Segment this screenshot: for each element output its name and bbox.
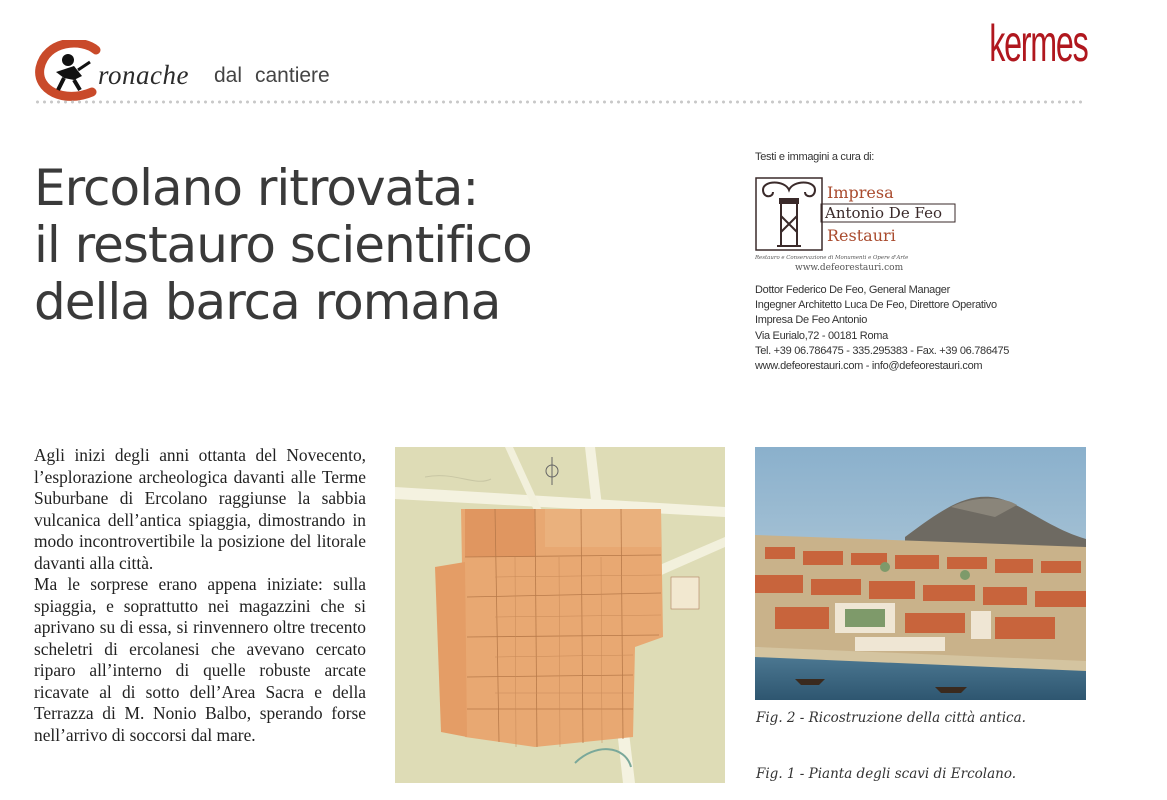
article-paragraph: Agli inizi degli anni ottanta del Novecento, l’esplorazione archeologica davanti alle Terme Suburbane di Ercolano raggiunse la sabbia vulcanica dell’antica spiaggia, dimostrando in modo incontrovertibile la posizione del litorale davanti alla città.	[34, 445, 366, 573]
impresa-de-feo-logo	[755, 176, 965, 272]
credit-line: Via Eurialo,72 - 00181 Roma	[755, 329, 888, 342]
logo-url: www.defeorestauri.com	[795, 263, 904, 272]
credits-intro: Testi e immagini a cura di:	[755, 151, 875, 163]
figure-1-caption: Fig. 1 - Pianta degli scavi di Ercolano.	[756, 766, 1017, 782]
logo-line-name: Antonio De Feo	[825, 204, 942, 222]
cronache-logo	[34, 40, 354, 102]
title-line-2: il restauro scientifico	[34, 216, 532, 274]
title-line-3: della barca romana	[34, 273, 501, 331]
logo-line-restauri: Restauri	[827, 226, 896, 245]
credit-line: Ingegner Architetto Luca De Feo, Direttore Operativo	[755, 299, 997, 312]
figure-2-caption: Fig. 2 - Ricostruzione della città antica.	[756, 710, 1026, 726]
ancient-city-reconstruction	[755, 447, 1086, 700]
title-line-1: Ercolano ritrovata:	[34, 159, 479, 217]
article-title	[34, 160, 634, 331]
credit-line: www.defeorestauri.com - info@defeorestauri.com	[755, 360, 983, 373]
credit-line: Tel. +39 06.786475 - 335.295383 - Fax. +39 06.786475	[755, 344, 1010, 357]
logo-suffix-dal: dal	[214, 64, 243, 87]
logo-word: ronache	[98, 60, 189, 90]
logo-tagline: Restauro e Conservazione di Monumenti e Opere d'Arte	[755, 255, 909, 261]
credit-line: Dottor Federico De Feo, General Manager	[755, 284, 950, 296]
credits-block	[755, 283, 1009, 374]
article-paragraph: Ma le sorprese erano appena iniziate: sulla spiaggia, e soprattutto nei magazzini che si aprivano su di essa, si rinvennero oltre trecento scheletri di ercolanesi che avevano cercato riparo all’interno di quelle robuste arcate ricavate al di sotto dell’Area Sacra e della Terrazza di M. Nonio Balbo, sperando forse nell’arrivo di soccorsi dal mare.	[34, 574, 366, 745]
logo-line-impresa: Impresa	[827, 183, 894, 202]
dotted-divider	[34, 100, 1086, 104]
worker-c-logo-icon	[34, 40, 104, 102]
kermes-brand: kermes	[988, 15, 1087, 73]
article-body	[34, 445, 366, 746]
credit-line: Impresa De Feo Antonio	[755, 314, 868, 327]
logo-suffix-cantiere: cantiere	[255, 64, 330, 87]
excavation-plan-map	[395, 447, 725, 783]
